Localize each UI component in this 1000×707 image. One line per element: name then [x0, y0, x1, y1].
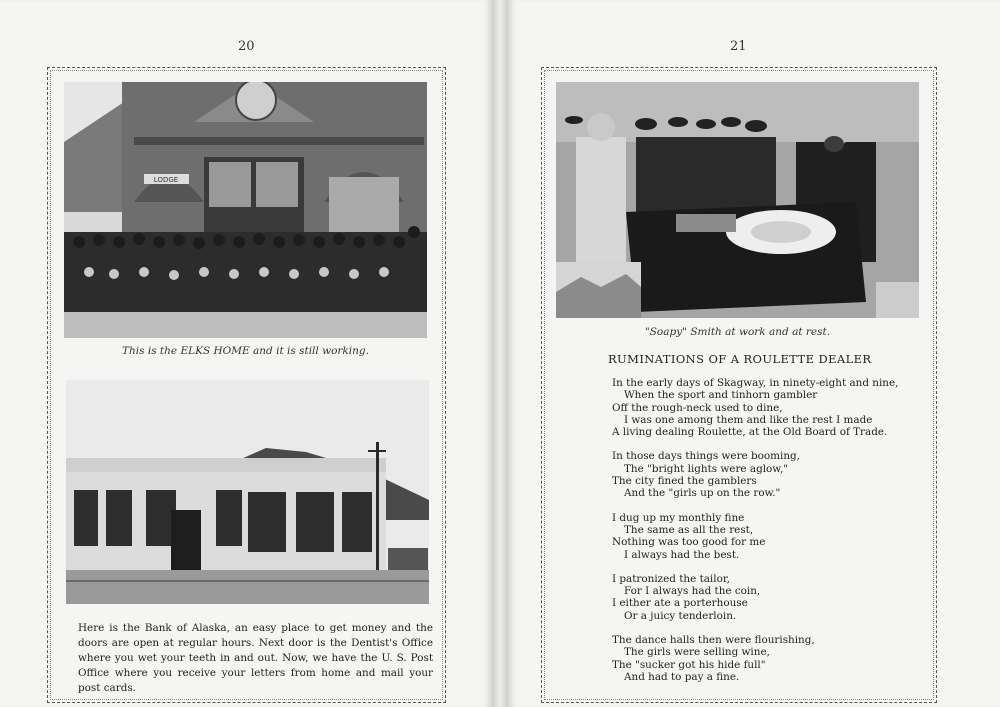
- poem-line: The girls were selling wine,: [624, 646, 770, 659]
- poem-line: Or a juicy tenderloin.: [624, 609, 737, 622]
- soapy-smith-caption: "Soapy" Smith at work and at rest.: [644, 326, 831, 338]
- poem-line: I patronized the tailor,: [612, 572, 730, 585]
- poem-line: I dug up my monthly fine: [612, 511, 745, 524]
- poem-stanza-3: [612, 512, 932, 561]
- poem-line: In the early days of Skagway, in ninety-eight and nine,: [612, 377, 899, 389]
- poem-line: The dance halls then were flourishing,: [612, 634, 815, 647]
- poem-stanza-1: [612, 377, 932, 438]
- book-gutter: [492, 0, 508, 707]
- poem-line: The same as all the rest,: [624, 523, 754, 536]
- page-number: 21: [730, 39, 747, 54]
- lodge-sign: LODGE: [153, 176, 179, 184]
- poem-stanza-5: [612, 634, 932, 683]
- poem-line: I either ate a porterhouse: [612, 597, 748, 610]
- bank-description-paragraph: Here is the Bank of Alaska, an easy place to get money and the doors are open at regular hours. Next door is the Dentist's Office where you wet your teeth in and out. Now, we have the U. S. Post Office where you receive your letters from home and mail your post cards.: [78, 622, 433, 694]
- poem-line: A living dealing Roulette, at the Old Board of Trade.: [612, 426, 888, 439]
- poem-line: And the "girls up on the row.": [624, 487, 781, 500]
- elks-home-caption: This is the ELKS HOME and it is still working.: [122, 345, 369, 357]
- poem-line: The "bright lights were aglow,": [624, 462, 789, 475]
- poem-line: I was one among them and like the rest I made: [624, 413, 873, 426]
- left-page: [0, 0, 492, 707]
- poem-line: The city fined the gamblers: [612, 475, 757, 488]
- poem-line: When the sport and tinhorn gambler: [624, 389, 818, 402]
- bank-of-alaska-photo: [66, 380, 429, 604]
- poem-stanza-4: [612, 573, 932, 622]
- poem-line: And had to pay a fine.: [624, 670, 740, 683]
- page-number: 20: [238, 39, 255, 54]
- poem-line: I always had the best.: [624, 548, 740, 561]
- poem-line: Nothing was too good for me: [612, 536, 766, 549]
- poem-title: RUMINATIONS OF A ROULETTE DEALER: [608, 352, 872, 366]
- poem-line: The "sucker got his hide full": [612, 658, 766, 671]
- soapy-smith-photo: [556, 82, 919, 318]
- poem-body: [612, 377, 932, 695]
- elks-home-photo: [64, 82, 427, 338]
- right-page: [508, 0, 1000, 707]
- poem-line: Off the rough-neck used to dine,: [612, 401, 783, 414]
- poem-stanza-2: [612, 450, 932, 499]
- poem-line: For I always had the coin,: [624, 585, 761, 598]
- poem-line: In those days things were booming,: [612, 450, 800, 463]
